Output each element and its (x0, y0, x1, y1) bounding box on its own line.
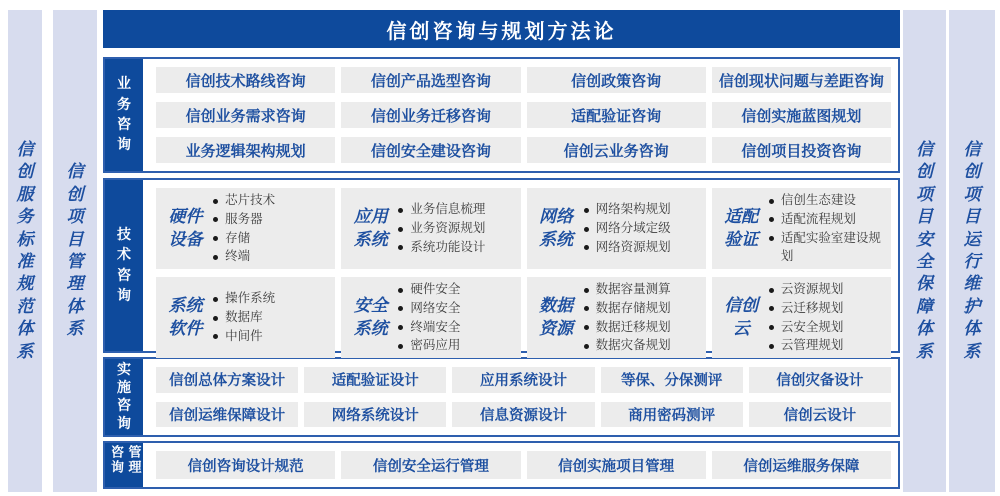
business-item: 信创政策咨询 (527, 67, 706, 93)
tech-group-bullets (212, 289, 275, 345)
section-label-text: 实施咨询 (116, 361, 131, 433)
tech-group-network (527, 188, 706, 269)
diagram-title: 信创咨询与规划方法论 (103, 10, 900, 48)
pillar-label: 信创项目运行维护体系 (963, 139, 981, 362)
management-items-grid (143, 443, 898, 487)
tech-group-bullets (583, 200, 671, 256)
implementation-item: 等保、分保测评 (601, 367, 743, 393)
tech-group-bullet: 密码应用 (397, 336, 460, 355)
tech-group-bullet: 系统功能设计 (397, 238, 485, 257)
implementation-item: 商用密码测评 (601, 402, 743, 428)
business-item: 信创业务需求咨询 (156, 102, 335, 128)
section-label-text: 咨询管理 (108, 445, 141, 475)
pillar-operations-maintenance (949, 10, 995, 492)
tech-group-bullet: 中间件 (212, 327, 275, 346)
tech-group-bullet: 网络架构规划 (583, 200, 671, 219)
section-consulting-management (103, 441, 900, 489)
implementation-item: 适配验证设计 (304, 367, 446, 393)
tech-group-bullet: 适配流程规划 (768, 210, 889, 229)
tech-group-application (341, 188, 520, 269)
tech-group-system-software (156, 277, 335, 358)
technology-groups-grid (143, 180, 898, 351)
tech-group-bullet: 数据容量测算 (583, 280, 671, 299)
tech-group-bullets (768, 280, 844, 355)
tech-group-bullet: 硬件安全 (397, 280, 460, 299)
tech-group-hardware (156, 188, 335, 269)
business-item: 信创云业务咨询 (527, 137, 706, 163)
tech-group-bullet: 数据迁移规划 (583, 318, 671, 337)
tech-group-bullets (768, 191, 889, 266)
business-item: 信创项目投资咨询 (712, 137, 891, 163)
tech-group-bullet: 终端安全 (397, 318, 460, 337)
tech-group-bullet: 数据库 (212, 308, 275, 327)
implementation-item: 信创云设计 (749, 402, 891, 428)
tech-group-adaptation (712, 188, 891, 269)
section-label-management (105, 443, 143, 487)
section-technology-consulting (103, 178, 900, 353)
implementation-items-grid (143, 359, 898, 435)
tech-group-name: 数据资源 (539, 295, 574, 339)
tech-group-bullet: 适配实验室建设规划 (768, 229, 889, 267)
section-label-text: 业务咨询 (116, 76, 131, 154)
management-item: 信创运维服务保障 (712, 451, 891, 479)
tech-group-bullet: 数据灾备规划 (583, 336, 671, 355)
tech-group-bullet: 终端 (212, 247, 275, 266)
pillar-service-standards (8, 10, 42, 492)
pillar-security-assurance (903, 10, 946, 492)
tech-group-bullet: 云迁移规划 (768, 299, 844, 318)
tech-group-name: 硬件设备 (168, 206, 203, 250)
implementation-item: 网络系统设计 (304, 402, 446, 428)
tech-group-bullet: 芯片技术 (212, 191, 275, 210)
section-label-text: 技术咨询 (116, 226, 131, 304)
tech-group-bullet: 业务资源规划 (397, 219, 485, 238)
tech-group-security (341, 277, 520, 358)
business-item: 信创技术路线咨询 (156, 67, 335, 93)
section-label-implementation (105, 359, 143, 435)
implementation-item: 信创灾备设计 (749, 367, 891, 393)
tech-group-bullet: 信创生态建设 (768, 191, 889, 210)
tech-group-bullets (583, 280, 671, 355)
tech-group-data-resources (527, 277, 706, 358)
tech-group-bullets (397, 200, 485, 256)
section-label-business (105, 59, 143, 171)
tech-group-name: 系统软件 (168, 295, 203, 339)
implementation-item: 信创运维保障设计 (156, 402, 298, 428)
business-items-grid (143, 59, 898, 171)
implementation-item: 应用系统设计 (452, 367, 594, 393)
tech-group-cloud (712, 277, 891, 358)
section-implementation-consulting (103, 357, 900, 437)
tech-group-bullet: 云资源规划 (768, 280, 844, 299)
tech-group-name: 适配验证 (724, 206, 759, 250)
tech-group-name: 安全系统 (353, 295, 388, 339)
tech-group-bullets (397, 280, 460, 355)
tech-group-bullet: 网络资源规划 (583, 238, 671, 257)
business-item: 信创业务迁移咨询 (341, 102, 520, 128)
business-item: 信创现状问题与差距咨询 (712, 67, 891, 93)
tech-group-bullet: 网络分域定级 (583, 219, 671, 238)
tech-group-name: 网络系统 (539, 206, 574, 250)
tech-group-bullet: 业务信息梳理 (397, 200, 485, 219)
tech-group-bullet: 服务器 (212, 210, 275, 229)
business-item: 信创实施蓝图规划 (712, 102, 891, 128)
business-item: 业务逻辑架构规划 (156, 137, 335, 163)
management-item: 信创咨询设计规范 (156, 451, 335, 479)
business-item: 适配验证咨询 (527, 102, 706, 128)
tech-group-bullet: 操作系统 (212, 289, 275, 308)
management-item: 信创实施项目管理 (527, 451, 706, 479)
tech-group-name: 应用系统 (353, 206, 388, 250)
tech-group-bullet: 网络安全 (397, 299, 460, 318)
business-item: 信创安全建设咨询 (341, 137, 520, 163)
implementation-item: 信创总体方案设计 (156, 367, 298, 393)
pillar-label: 信创项目安全保障体系 (915, 139, 933, 362)
pillar-project-management (53, 10, 97, 492)
implementation-item: 信息资源设计 (452, 402, 594, 428)
tech-group-bullet: 云管理规划 (768, 336, 844, 355)
tech-group-bullet: 数据存储规划 (583, 299, 671, 318)
tech-group-bullets (212, 191, 275, 266)
section-business-consulting (103, 57, 900, 173)
tech-group-bullet: 云安全规划 (768, 318, 844, 337)
tech-group-name: 信创云 (724, 295, 759, 339)
business-item: 信创产品选型咨询 (341, 67, 520, 93)
diagram-body (103, 10, 900, 489)
section-label-technology (105, 180, 143, 351)
tech-group-bullet: 存储 (212, 229, 275, 248)
management-item: 信创安全运行管理 (341, 451, 520, 479)
pillar-label: 信创服务标准规范体系 (16, 139, 34, 362)
pillar-label: 信创项目管理体系 (66, 162, 84, 340)
